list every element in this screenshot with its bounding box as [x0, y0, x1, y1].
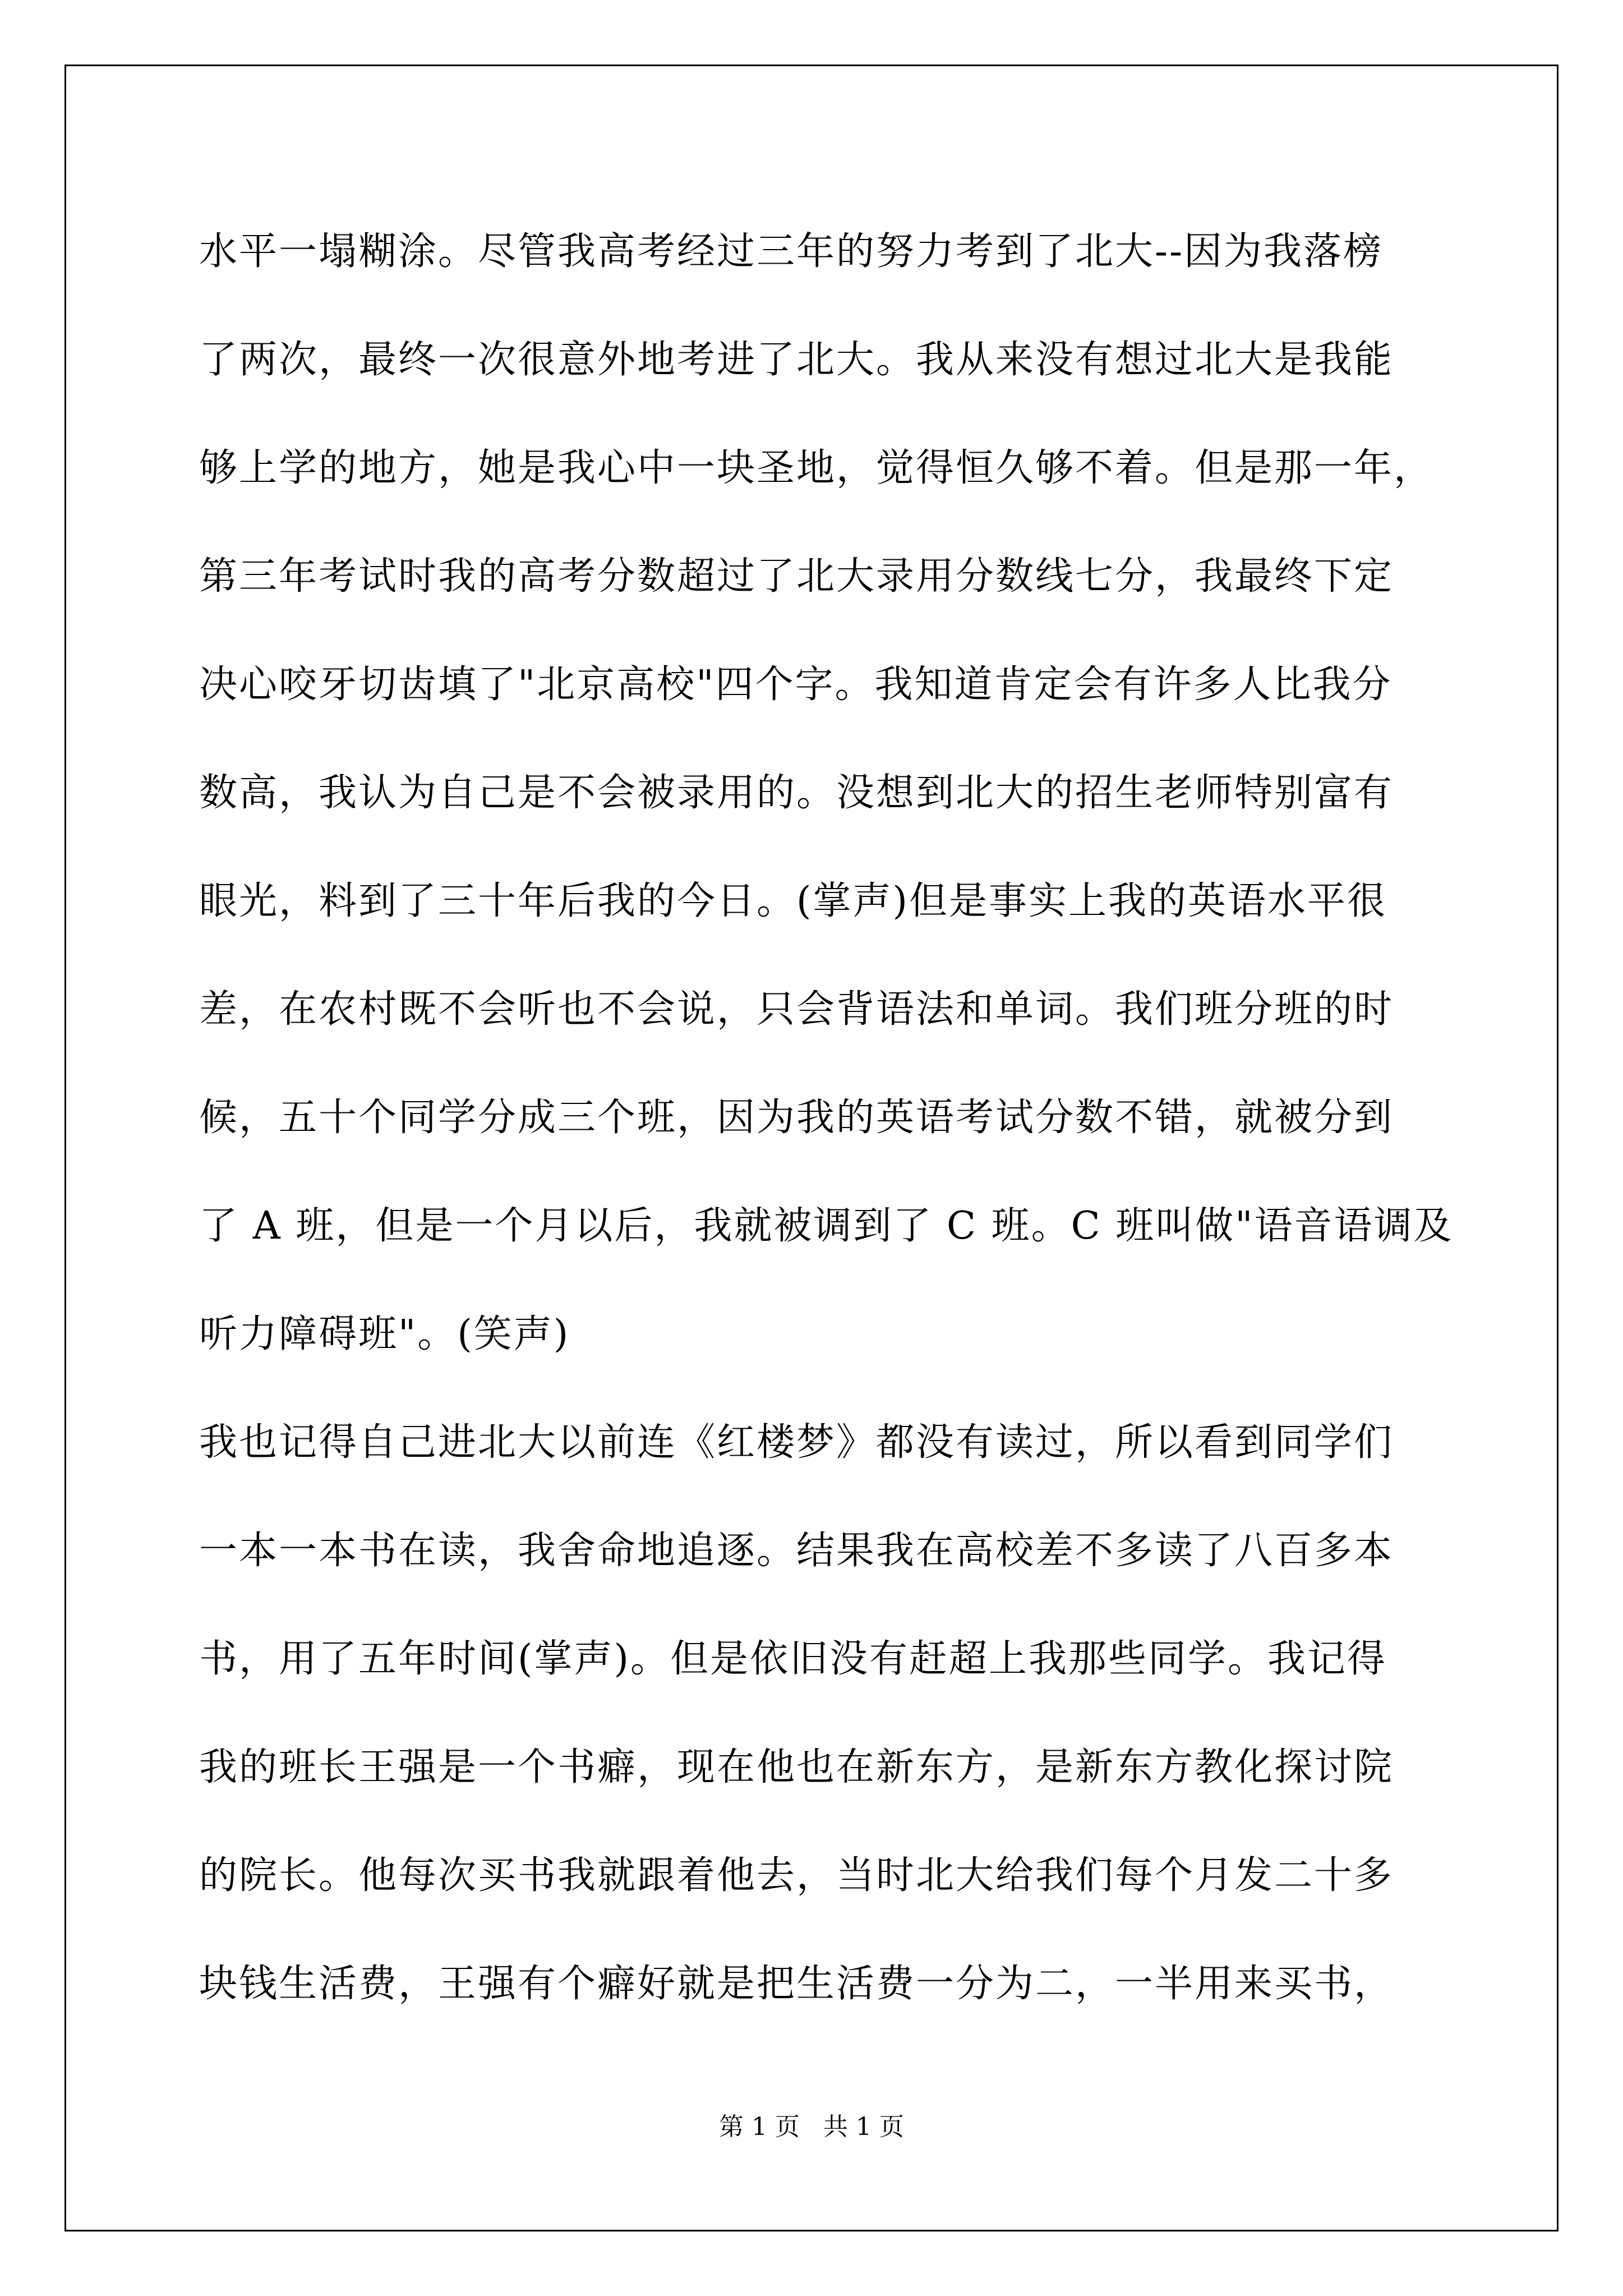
text-line: 候，五十个同学分成三个班，因为我的英语考试分数不错，就被分到	[199, 1096, 1394, 1140]
text-line: 了两次，最终一次很意外地考进了北大。我从来没有想过北大是我能	[199, 338, 1394, 382]
text-line: 听力障碍班"。(笑声)	[199, 1312, 570, 1356]
text-line: 数高，我认为自己是不会被录用的。没想到北大的招生老师特别富有	[199, 771, 1394, 815]
text-line: 决心咬牙切齿填了"北京高校"四个字。我知道肯定会有许多人比我分	[199, 662, 1393, 707]
text-line: 我也记得自己进北大以前连《红楼梦》都没有读过，所以看到同学们	[199, 1420, 1394, 1465]
text-line: 第三年考试时我的高考分数超过了北大录用分数线七分，我最终下定	[199, 554, 1394, 599]
page-footer: 第 1 页 共 1 页	[719, 2113, 904, 2141]
text-line: 块钱生活费，王强有个癖好就是把生活费一分为二，一半用来买书，	[199, 1962, 1394, 2006]
text-line: 一本一本书在读，我舍命地追逐。结果我在高校差不多读了八百多本	[199, 1529, 1394, 1573]
text-line: 的院长。他每次买书我就跟着他去，当时北大给我们每个月发二十多	[199, 1853, 1394, 1898]
text-line: 书，用了五年时间(掌声)。但是依旧没有赶超上我那些同学。我记得	[199, 1637, 1387, 1681]
text-line: 了 A 班，但是一个月以后，我就被调到了 C 班。C 班叫做"语音语调及	[199, 1204, 1454, 1248]
text-line: 眼光，料到了三十年后我的今日。(掌声)但是事实上我的英语水平很	[199, 879, 1387, 923]
text-line: 够上学的地方，她是我心中一块圣地，觉得恒久够不着。但是那一年，	[199, 446, 1434, 490]
text-line: 我的班长王强是一个书癖，现在他也在新东方，是新东方教化探讨院	[199, 1745, 1394, 1789]
page-border	[64, 65, 1559, 2231]
text-line: 水平一塌糊涂。尽管我高考经过三年的努力考到了北大--因为我落榜	[199, 229, 1383, 274]
text-line: 差，在农村既不会听也不会说，只会背语法和单词。我们班分班的时	[199, 987, 1394, 1032]
